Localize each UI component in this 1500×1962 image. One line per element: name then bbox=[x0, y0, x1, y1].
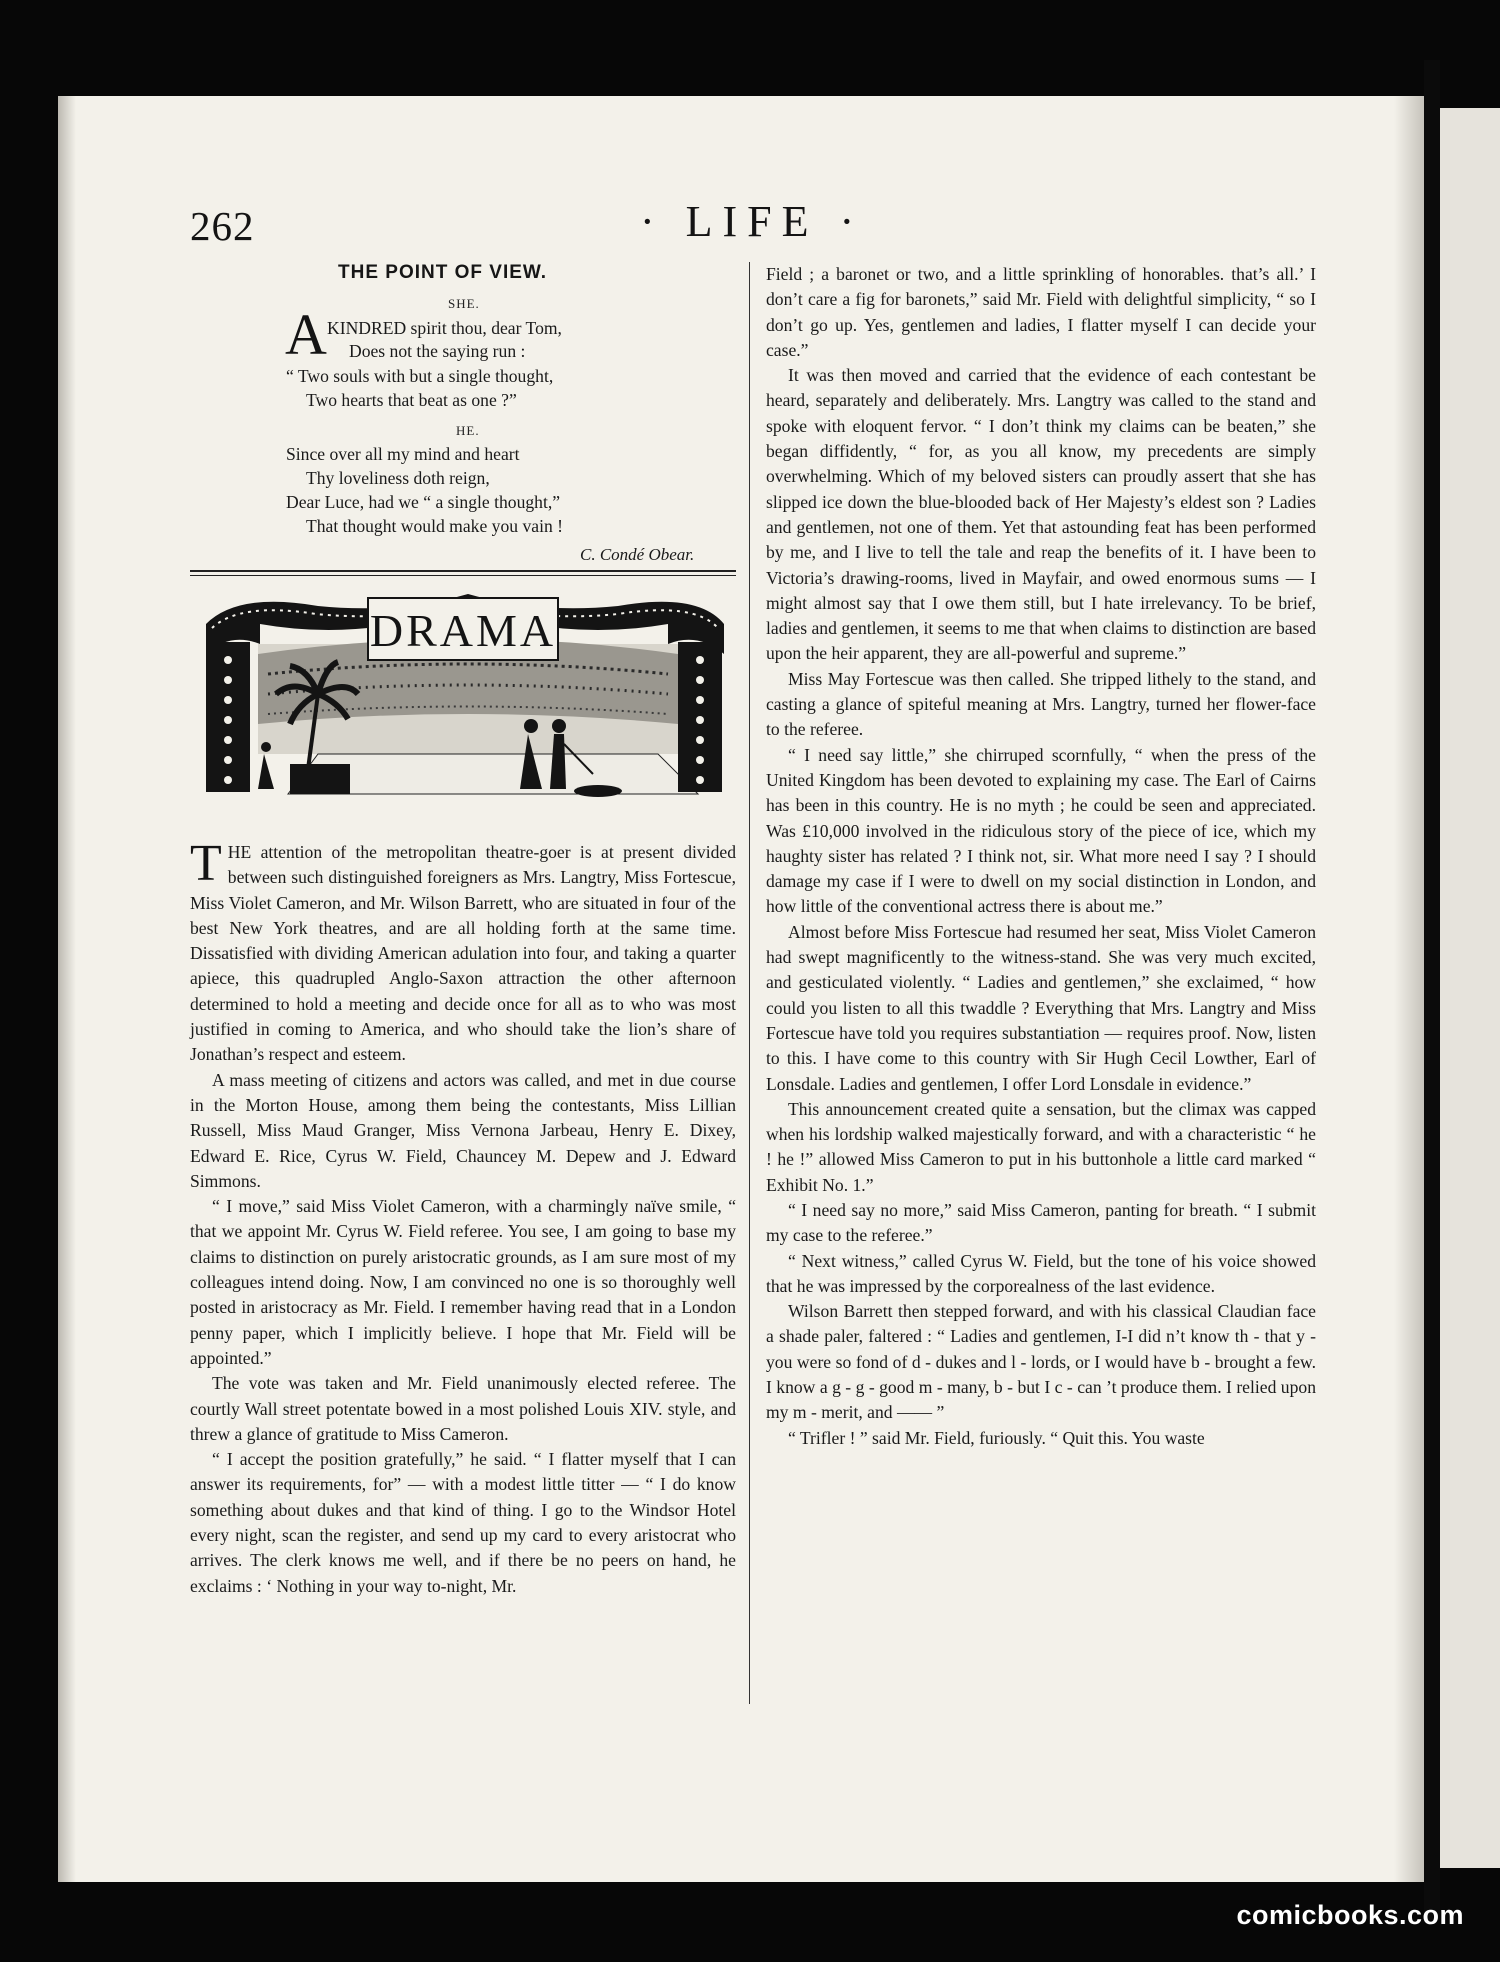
article-paragraph: “ I accept the position gratefully,” he said. “ I flatter myself that I can answer its requirements, for” — with a modest little titter — “ I do know something about dukes and that kind of thing. I go to the Windsor Hotel every night, scan the register, and send up my card to every aristocrat who arrives. The clerk knows me well, and if there be no peers on hand, he exclaims : ‘ Nothing in your way to-night, Mr. bbox=[190, 1449, 736, 1596]
article-paragraph: It was then moved and carried that the evidence of each contestant be heard, separately and deliberately. Mrs. Langtry was called to the stand and spoke with eloquent fervor. “ I don’t think my claims can be beaten,” she began diffidently, “ for, as you all know, my precedents are simply overwhelming. Which of my beloved sisters can proudly assert that she has slipped ice down the blue-blooded back of Her Majesty’s eldest son ? Ladies and gentlemen, not one of them. Yet that astounding feat has been performed by me, and I live to tell the tale and reap the benefits of it. I have been to Victoria’s drawing-rooms, lived in Mayfair, and owed enormous sums — I might almost say that I owe them still, but I hate irrelevancy. To be brief, ladies and gentlemen, it seems to me that when claims to distinction are based upon the heir apparent, they are all-powerful and supreme.” bbox=[766, 365, 1316, 664]
poem-line: “ Two souls with but a single thought, bbox=[286, 366, 554, 386]
poem-line: That thought would make you vain ! bbox=[306, 516, 564, 536]
drama-banner-illustration bbox=[198, 584, 730, 806]
poem-drop-letter: A bbox=[285, 302, 327, 367]
article-paragraph: “ I need say little,” she chirruped scornfully, “ when the press of the United Kingdom has been devoted to explaining my case. The Earl of Cairns has been in this country. He is no myth ; he could be seen and appreciated. Was £10,000 involved in the ridiculous story of the piece of ice, which my haughty sister has related ? I think not, sir. What more need I say ? I should damage my case if I were to dwell on my social distinction in London, and how little of the conventional actress there is about me.” bbox=[766, 744, 1316, 917]
section-rule bbox=[190, 575, 736, 576]
article-paragraph: Wilson Barrett then stepped forward, and with his classical Claudian face a shade paler, faltered : “ Ladies and gentlemen, I-I did n’t know th - that y - you were so fond of d - dukes and l - lords, or I would have b - brought a few. I know a g - g - good m - many, b - but I c - can ’t produce them. I relied upon my m - merit, and —— ” bbox=[766, 1301, 1316, 1423]
article-paragraph: Field ; a baronet or two, and a little sprinkling of honorables. that’s all.’ I don’t care a fig for baronets,” said Mr. Field with delightful simplicity, “ so I don’t go up. Yes, gentlemen and ladies, I flatter myself I can decide your case.” bbox=[766, 264, 1316, 360]
article-paragraph: A mass meeting of citizens and actors was called, and met in due course in the Morton House, among them being the contestants, Miss Lillian Russell, Miss Maud Granger, Miss Vernona Jarbeau, Henry E. Dixey, Edward E. Rice, Cyrus W. Field, Chauncey M. Depew and J. Edward Simmons. bbox=[190, 1069, 736, 1191]
section-rule bbox=[190, 570, 736, 572]
book-spine bbox=[1424, 60, 1440, 1920]
poem-line: Thy loveliness doth reign, bbox=[306, 468, 490, 488]
article-paragraph: The vote was taken and Mr. Field unanimously elected referee. The courtly Wall street potentate bowed in a most polished Louis XIV. style, and threw a glance of gratitude to Miss Cameron. bbox=[190, 1373, 736, 1444]
poem-line: Two hearts that beat as one ?” bbox=[306, 390, 517, 410]
article-drop-cap: T bbox=[190, 835, 222, 892]
article-column-left bbox=[190, 835, 736, 1599]
magazine-title: · LIFE · bbox=[640, 197, 865, 246]
article-paragraph: “ I move,” said Miss Violet Cameron, with a charmingly naïve smile, “ that we appoint Mr. Cyrus W. Field referee. You see, I am going to base my claims to distinction on purely aristocratic grounds, as I am sure most of my colleagues intend doing. Now, I am convinced no one is so thoroughly well posted in aristocracy as Mr. Field. I remember having read that in a London penny paper, which I implicitly believe. I hope that Mr. Field will be appointed.” bbox=[190, 1196, 736, 1368]
article-paragraph: THE attention of the metropolitan theatre-goer is at present divided between such distinguished foreigners as Mrs. Langtry, Miss Fortescue, Miss Violet Cameron, and Mr. Wilson Barrett, who are situated in four of the best New York theatres, and are all holding forth at the same time. Dissatisfied with dividing American adulation into four, and taking a quarter apiece, this quadrupled Anglo-Saxon attraction the other afternoon determined to hold a meeting and decide once for all as to who was most justified in coming to America, and who should take the lion’s share of Jonathan’s respect and esteem. bbox=[190, 835, 736, 1065]
article-paragraph: Almost before Miss Fortescue had resumed her seat, Miss Violet Cameron had swept magnificently to the witness-stand. She was very much excited, and gesticulated violently. “ Ladies and gentlemen,” she exclaimed, “ how could you listen to all this twaddle ? Everything that Mrs. Langtry and Miss Fortescue have told you requires substantiation — requires proof. Now, listen to this. I have come to this country with Sir Hugh Cecil Lowther, Earl of Lonsdale. Ladies and gentlemen, I offer Lord Lonsdale in evidence.” bbox=[766, 921, 1316, 1094]
article-paragraph: Miss May Fortescue was then called. She tripped lithely to the stand, and casting a glance of spiteful meaning at Mrs. Langtry, turned her flower-face to the referee. bbox=[766, 668, 1316, 740]
poem-she-label: SHE. bbox=[448, 296, 480, 311]
column-divider bbox=[749, 262, 750, 1704]
poem-line: Does not the saying run : bbox=[349, 341, 526, 361]
poem-line: Since over all my mind and heart bbox=[286, 444, 520, 464]
article-paragraph: “ Next witness,” called Cyrus W. Field, but the tone of his voice showed that he was impressed by the corporealness of the last evidence. bbox=[766, 1250, 1316, 1296]
adjacent-page-edge bbox=[1440, 108, 1500, 1868]
poem-line: Dear Luce, had we “ a single thought,” bbox=[286, 492, 561, 512]
site-watermark: comicbooks.com bbox=[1236, 1900, 1464, 1930]
banner-title: DRAMA bbox=[369, 605, 557, 656]
article-column-right bbox=[766, 262, 1316, 1451]
poem-he-label: HE. bbox=[456, 423, 480, 438]
article-paragraph: “ I need say no more,” said Miss Cameron, panting for breath. “ I submit my case to the referee.” bbox=[766, 1199, 1316, 1246]
poem-line: KINDRED spirit thou, dear Tom, bbox=[327, 318, 562, 338]
page-number: 262 bbox=[190, 203, 255, 249]
article-paragraph: This announcement created quite a sensation, but the climax was capped when his lordship walked majestically forward, and with a characteristic “ he ! he !” allowed Miss Cameron to put in his buttonhole a little card marked “ Exhibit No. 1.” bbox=[766, 1098, 1316, 1195]
article-paragraph: “ Trifler ! ” said Mr. Field, furiously. “ Quit this. You waste bbox=[788, 1427, 1205, 1448]
poem-signature: C. Condé Obear. bbox=[580, 545, 695, 564]
poem-title: THE POINT OF VIEW. bbox=[338, 262, 548, 283]
